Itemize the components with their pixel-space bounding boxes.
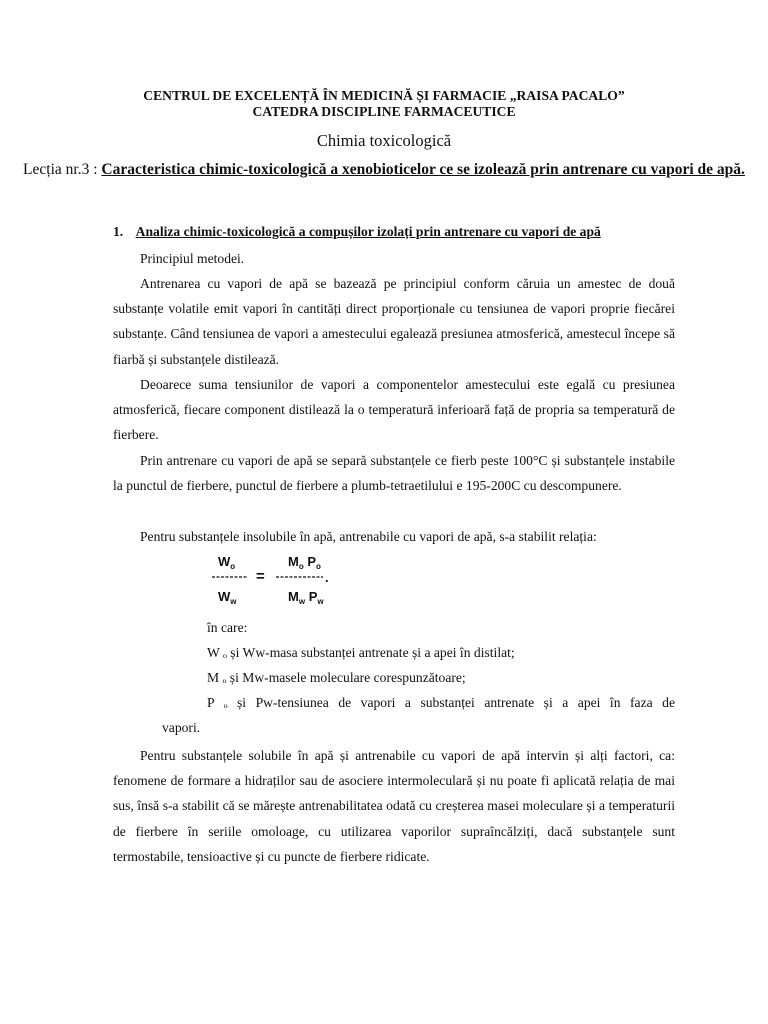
legend-p-line: P ₒ și Pw-tensiunea de vapori a substanței antrenate și a apei în faza de	[207, 695, 675, 710]
lesson-number: Lecția nr.3 :	[23, 161, 102, 178]
department-heading: CATEDRA DISCIPLINE FARMACEUTICE	[252, 104, 516, 119]
section-title: Analiza chimic-toxicologică a compușilor izolați prin antrenare cu vapori de apă	[135, 224, 601, 239]
lesson-title: Caracteristica chimic-toxicologică a xenobioticelor ce se izolează prin antrenare cu vapori de apă.	[101, 161, 745, 178]
paragraph-relatia: Pentru substanțele insolubile în apă, antrenabile cu vapori de apă, s-a stabilit relația:	[140, 529, 597, 544]
subject-title: Chimia toxicologică	[316, 131, 452, 150]
formula-denominator-right: $M_w$ $P_w$	[288, 589, 324, 606]
legend-intro: în care:	[207, 620, 248, 635]
paragraph-solubile: Pentru substanțele solubile în apă și antrenabile cu vapori de apă intervin și alți factori, ca: fenomene de formare a hidraților sau de asociere intermoleculară și nu poate fi aplicată relația de mai sus, însă s-a stabilit că se mărește antrenabilitatea odată cu creșterea masei moleculare și a temperaturii de fierbere în seriile omoloage, cu utilizarea vaporilor supraîncălziți, dacă substanțele sunt termostabile, tensioactive și cu puncte de fierbere ridicate.	[113, 748, 675, 864]
formula-denominator-left: $W_w$	[218, 589, 237, 606]
legend-p-line-continued: vapori.	[162, 720, 201, 735]
legend-m-line: M ₒ și Mw-masele moleculare corespunzătoare;	[207, 670, 466, 685]
paragraph-principle: Principiul metodei.	[140, 251, 245, 266]
section-heading	[113, 224, 601, 240]
paragraph-deoarece: Deoarece suma tensiunilor de vapori a componentelor amestecului este egală cu presiunea atmosferică, fiecare component distilează la o temperatură inferioară față de propria sa temperatură de fierbere.	[113, 377, 675, 443]
institution-heading: CENTRUL DE EXCELENȚĂ ÎN MEDICINĂ ȘI FARMACIE „RAISA PACALO”	[143, 88, 625, 103]
formula-numerator-left: $W_o$	[218, 554, 236, 571]
section-number: 1.	[113, 224, 124, 239]
paragraph-antrenare: Antrenarea cu vapori de apă se bazează pe principiul conform căruia un amestec de două substanțe volatile emit vapori în cantități direct proporționale cu tensiunea de vapori proprie fiecărei substanțe. Când tensiunea de vapori a amestecului egalează presiunea atmosferică, amestecul începe să fiarbă și substanțele distilează.	[113, 276, 675, 367]
formula-numerator-right: $M_o$ $P_o$	[288, 554, 321, 571]
formula-equals: =	[256, 568, 265, 585]
formula-dot: .	[325, 570, 329, 585]
distillation-formula	[210, 548, 340, 610]
paragraph-separare: Prin antrenare cu vapori de apă se separă substanțele ce fierb peste 100°C și substanțele instabile la punctul de fierbere, punctul de fierbere a plumb-tetraetilului e 195-200C cu descompunere.	[113, 453, 675, 494]
legend-w-line: W ₒ și Ww-masa substanței antrenate și a apei în distilat;	[207, 645, 515, 660]
lesson-heading	[0, 160, 768, 180]
